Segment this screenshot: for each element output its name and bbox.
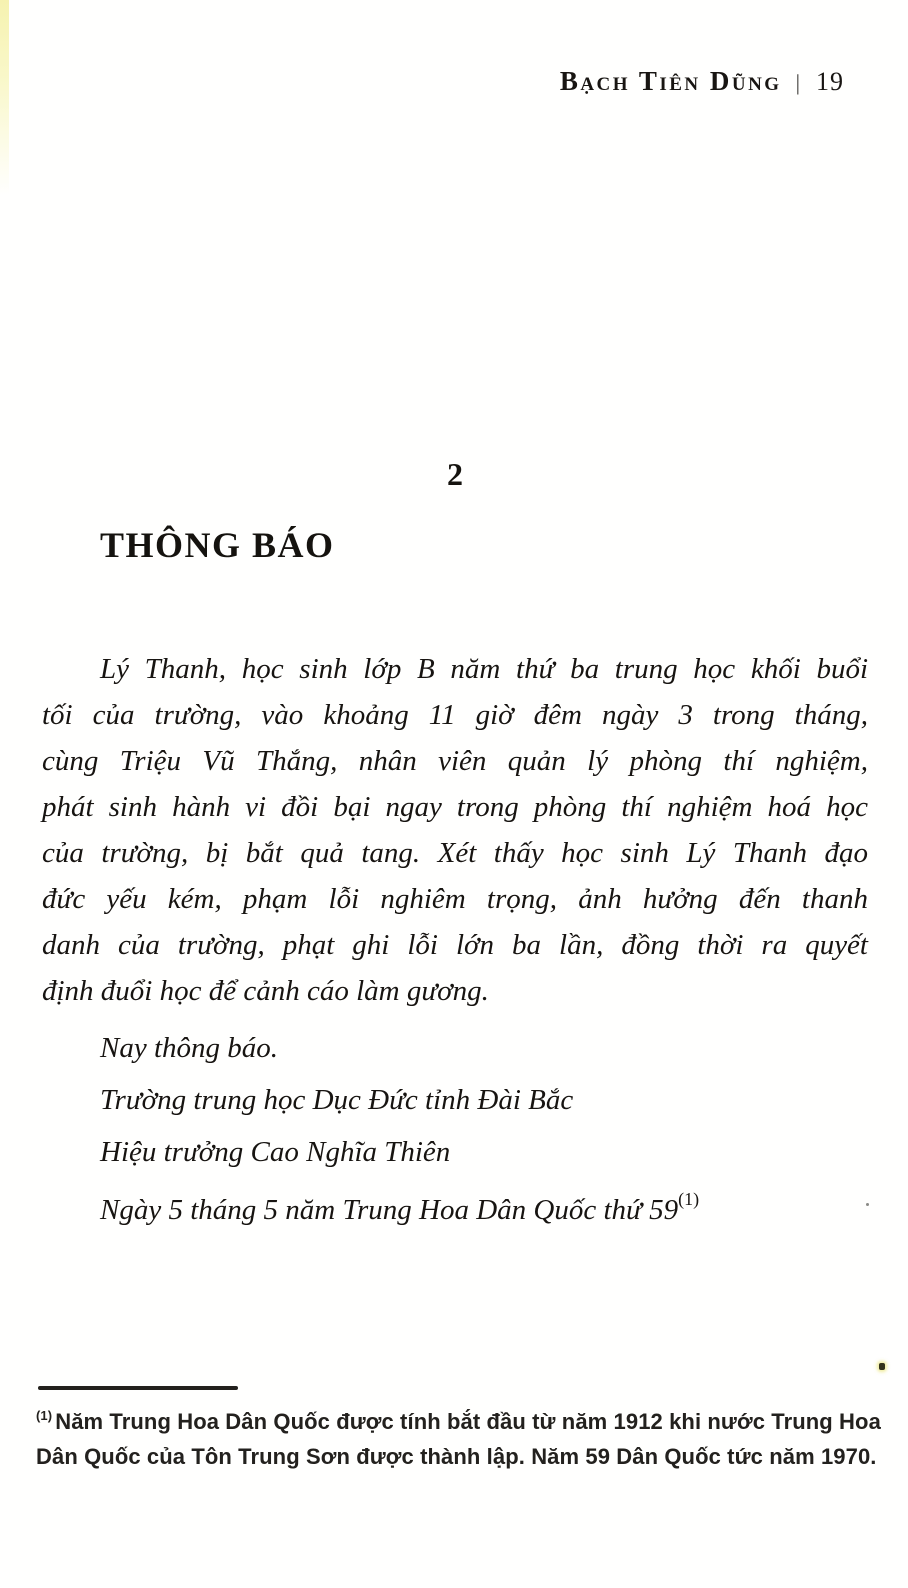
closing-principal: Hiệu trưởng Cao Nghĩa Thiên xyxy=(100,1136,451,1168)
footnote-rule xyxy=(38,1386,238,1390)
chapter-number: 2 xyxy=(447,456,463,492)
notice-line: danh của trường, phạt ghi lỗi lớn ba lần, đồng thời ra quyết xyxy=(42,929,868,961)
footnote xyxy=(36,1404,886,1474)
section-title: THÔNG BÁO xyxy=(100,525,335,565)
footnote-reference-marker: (1) xyxy=(678,1189,700,1209)
notice-line: của trường, bị bắt quả tang. Xét thấy học sinh Lý Thanh đạo xyxy=(42,837,868,869)
notice-paragraph xyxy=(42,646,868,1014)
notice-line: đức yếu kém, phạm lỗi nghiêm trọng, ảnh hưởng đến thanh xyxy=(42,883,868,915)
notice-line: phát sinh hành vi đồi bại ngay trong phòng thí nghiệm hoá học xyxy=(42,791,868,823)
closing-lines xyxy=(42,1022,868,1236)
scan-edge-artifact xyxy=(0,0,9,195)
scan-dot-artifact xyxy=(866,1203,869,1206)
closing-school-name: Trường trung học Dục Đức tỉnh Đài Bắc xyxy=(100,1084,574,1116)
scan-speck xyxy=(879,1363,885,1370)
notice-line: định đuổi học để cảnh cáo làm gương. xyxy=(42,975,489,1007)
footnote-body: Năm Trung Hoa Dân Quốc được tính bắt đầu từ năm 1912 khi nước Trung Hoa Dân Quốc của Tôn Trung Sơn được thành lập. Năm 59 Dân Quốc tức năm 1970. xyxy=(36,1409,881,1469)
notice-line: tối của trường, vào khoảng 11 giờ đêm ngày 3 trong tháng, xyxy=(42,699,868,731)
running-head xyxy=(560,66,844,97)
notice-line: Lý Thanh, học sinh lớp B năm thứ ba trung học khối buổi xyxy=(100,653,868,685)
running-head-separator: | xyxy=(795,70,800,95)
running-head-author: Bạch Tiên Dũng xyxy=(559,66,782,96)
notice-line: cùng Triệu Vũ Thắng, nhân viên quản lý phòng thí nghiệm, xyxy=(42,745,868,777)
footnote-section xyxy=(36,1386,886,1474)
closing-statement: Nay thông báo. xyxy=(100,1032,279,1064)
closing-date-line xyxy=(42,1184,868,1236)
footnote-marker: (1) xyxy=(36,1408,53,1423)
closing-date-text: Ngày 5 tháng 5 năm Trung Hoa Dân Quốc thứ 59 xyxy=(100,1194,679,1226)
page-number: 19 xyxy=(816,67,844,96)
